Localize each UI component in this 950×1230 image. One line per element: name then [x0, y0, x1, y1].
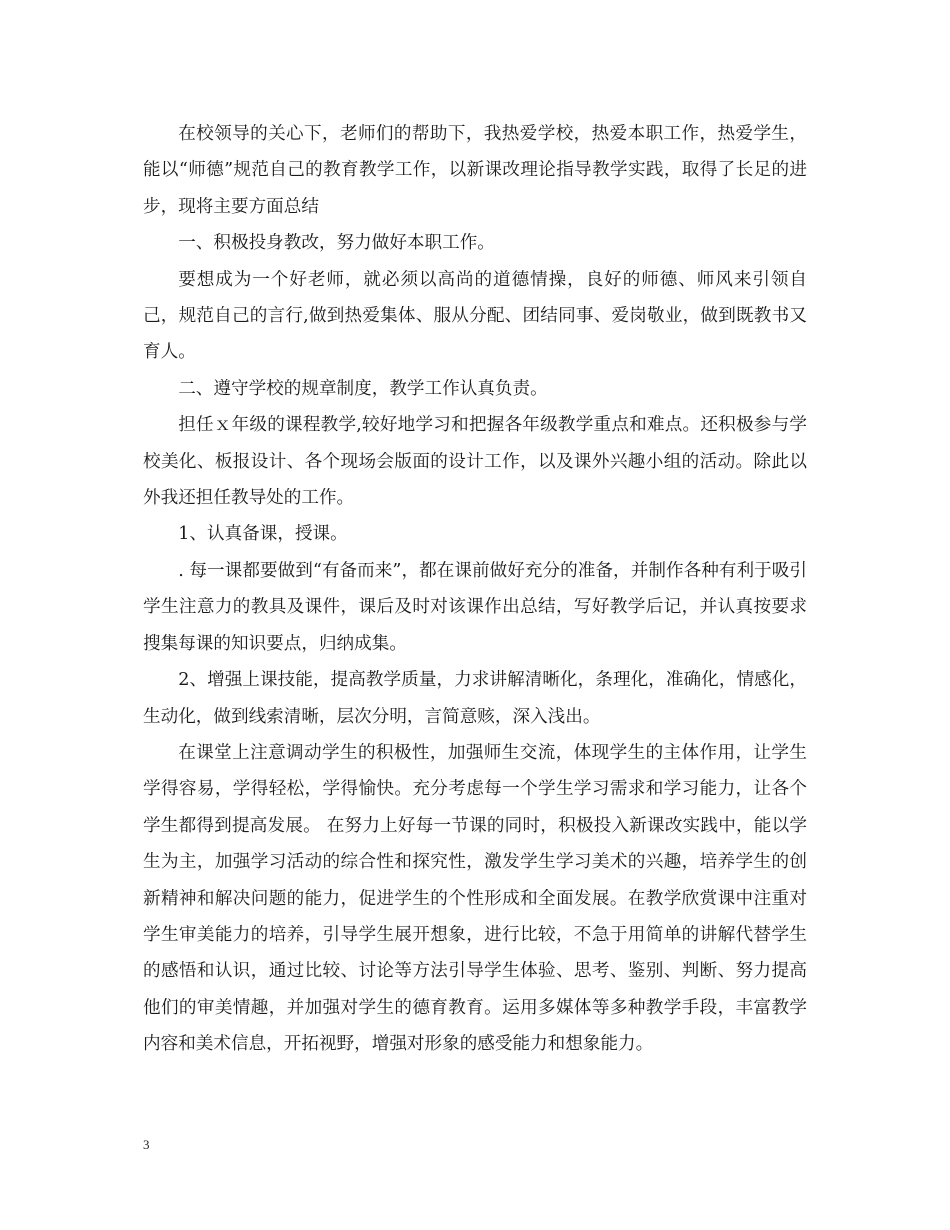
page-number: 3	[143, 1137, 150, 1152]
subheading-2: 2、增强上课技能，提高教学质量，力求讲解清晰化，条理化，准确化，情感化，生动化，做到线索清晰，层次分明，言简意赅，深入浅出。	[143, 670, 807, 727]
paragraph-section-1: 要想成为一个好老师，就必须以高尚的道德情操，良好的师德、师风来引领自己，规范自己的言行,做到热爱集体、服从分配、团结同事、爱岗敬业，做到既教书又育人。	[143, 269, 807, 363]
document-body	[143, 116, 807, 1063]
subheading-1: 1、认真备课，授课。	[178, 524, 348, 545]
heading-section-1: 一、积极投身教改，努力做好本职工作。	[178, 233, 495, 254]
paragraph-section-2: 担任ｘ年级的课程教学,较好地学习和把握各年级教学重点和难点。还积极参与学校美化、板报设计、各个现场会版面的设计工作，以及课外兴趣小组的活动。除此以外我还担任教导处的工作。	[143, 415, 807, 509]
heading-section-2: 二、遵守学校的规章制度，教学工作认真负责。	[178, 378, 548, 399]
paragraph-subsection-1: . 每一课都要做到“有备而来”，都在课前做好充分的准备，并制作各种有利于吸引学生注意力的教具及课件，课后及时对该课作出总结，写好教学后记，并认真按要求搜集每课的知识要点，归纳成集。	[143, 560, 807, 654]
paragraph-intro: 在校领导的关心下，老师们的帮助下，我热爱学校，热爱本职工作，热爱学生，能以“师德”规范自己的教育教学工作，以新课改理论指导教学实践，取得了长足的进步，现将主要方面总结	[143, 124, 807, 217]
paragraph-classroom: 在课堂上注意调动学生的积极性，加强师生交流，体现学生的主体作用，让学生学得容易，学得轻松，学得愉快。充分考虑每一个学生学习需求和学习能力，让各个学生都得到提高发展。 在努力上好每一节课的同时，积极投入新课改实践中，能以学生为主，加强学习活动的综合性和探究性，激发学生学习美术的兴趣，培养学生的创新精神和解决问题的能力，促进学生的个性形成和全面发展。在教学欣赏课中注重对学生审美能力的培养，引导学生展开想象，进行比较，不急于用简单的讲解代替学生的感悟和认识，通过比较、讨论等方法引导学生体验、思考、鉴别、判断、努力提高他们的审美情趣，并加强对学生的德育教育。运用多媒体等多种教学手段，丰富教学内容和美术信息，开拓视野，增强对形象的感受能力和想象能力。	[143, 742, 807, 1055]
